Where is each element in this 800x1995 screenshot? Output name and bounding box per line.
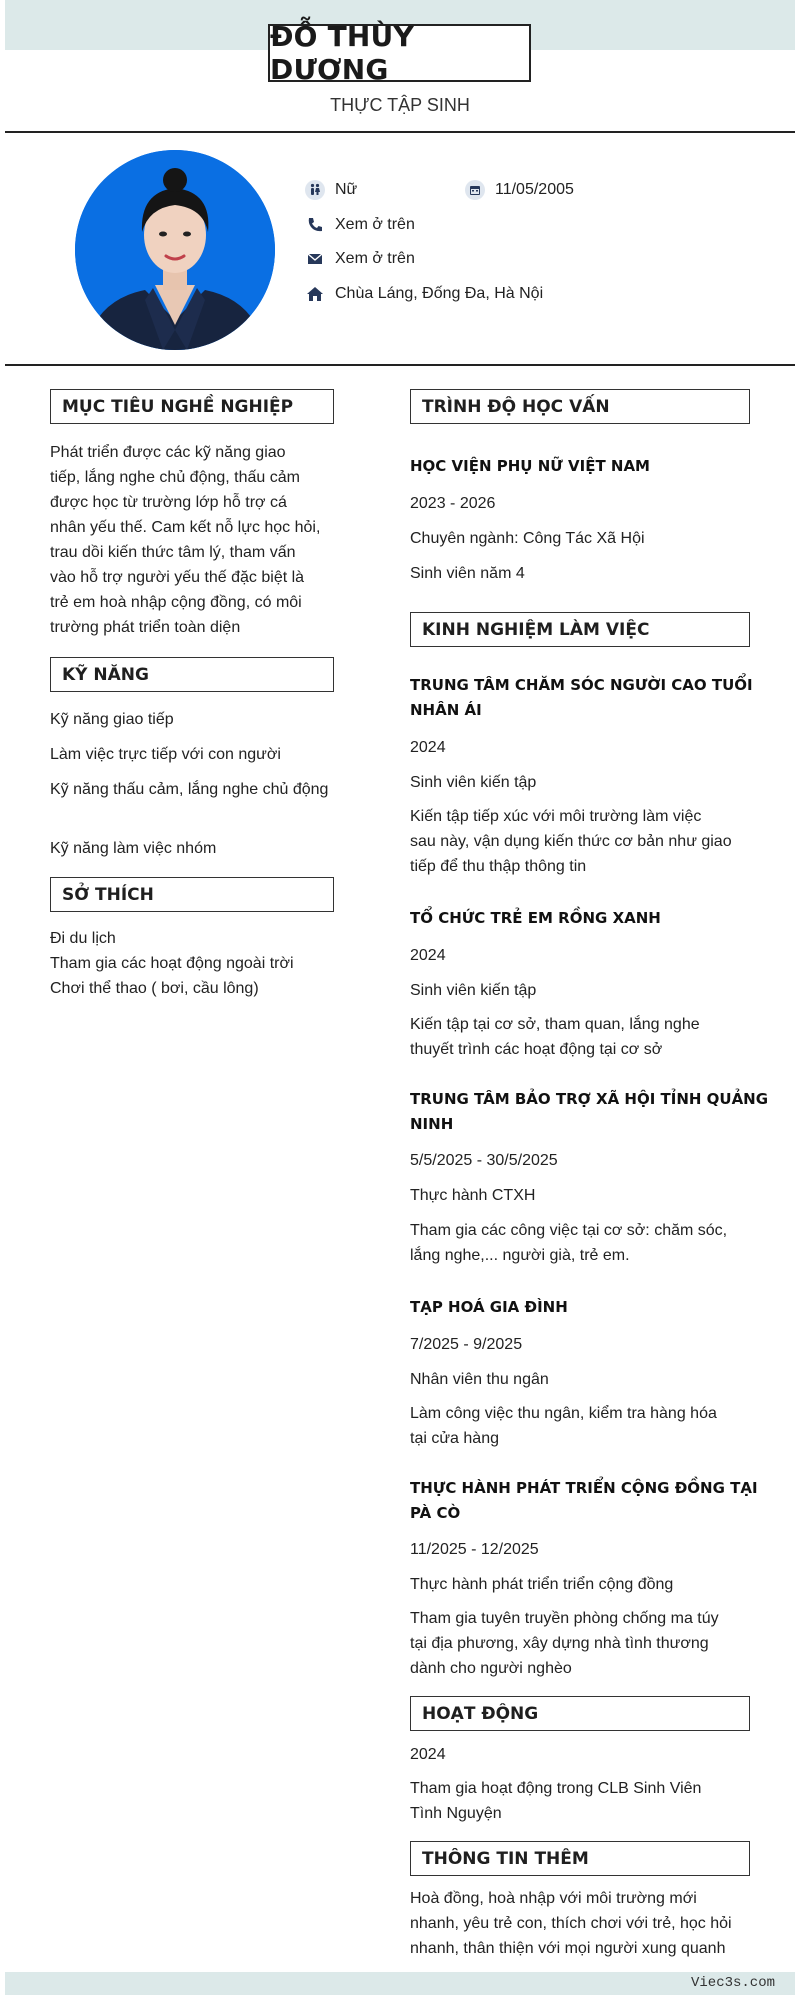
objective-heading: MỤC TIÊU NGHỀ NGHIỆP: [50, 389, 334, 424]
objective-line: được học từ trường lớp hỗ trợ cá: [50, 494, 287, 511]
address-row: [305, 284, 543, 304]
experience-desc: Kiến tập tại cơ sở, tham quan, lắng nghe thuyết trình các hoạt động tại cơ sở: [410, 1016, 700, 1058]
skill-item: Làm việc trực tiếp với con người: [50, 746, 281, 763]
experience-date: 2024: [410, 739, 446, 756]
experience-org: THỰC HÀNH PHÁT TRIỂN CỘNG ĐỒNG TẠI PÀ CÒ: [410, 1479, 758, 1522]
experience-org: TRUNG TÂM CHĂM SÓC NGƯỜI CAO TUỔI NHÂN ÁI: [410, 676, 753, 719]
gender-icon: [305, 180, 325, 200]
experience-role: Nhân viên thu ngân: [410, 1371, 549, 1388]
email-icon: [305, 249, 325, 269]
home-icon: [305, 284, 325, 304]
skill-item: Kỹ năng thấu cảm, lắng nghe chủ động: [50, 781, 329, 798]
phone-row: [305, 215, 415, 235]
experience-date: 11/2025 - 12/2025: [410, 1541, 539, 1558]
phone-icon: [305, 215, 325, 235]
header-divider: [5, 131, 795, 133]
extra-desc: Hoà đồng, hoà nhập với môi trường mới nhanh, yêu trẻ con, thích chơi với trẻ, học hỏi nhanh, thân thiện với mọi người xung quanh: [410, 1890, 732, 1957]
hobby-item: Chơi thể thao ( bơi, cầu lông): [50, 980, 259, 997]
experience-date: 5/5/2025 - 30/5/2025: [410, 1152, 558, 1169]
watermark: Viec3s.com: [690, 1975, 775, 1991]
experience-org: TẠP HOÁ GIA ĐÌNH: [410, 1298, 568, 1316]
info-divider: [5, 364, 795, 366]
calendar-icon: [465, 180, 485, 200]
experience-date: 2024: [410, 947, 446, 964]
activities-year: 2024: [410, 1746, 446, 1763]
hobby-list: [50, 926, 334, 1001]
hobby-item: Đi du lịch: [50, 930, 116, 947]
candidate-name: ĐỖ THÙY DƯƠNG: [270, 20, 414, 86]
job-title: THỰC TẬP SINH: [330, 95, 470, 115]
education-status: Sinh viên năm 4: [410, 565, 525, 582]
skill-item: Kỹ năng giao tiếp: [50, 711, 174, 728]
address-value: Chùa Láng, Đống Đa, Hà Nội: [335, 285, 544, 302]
phone-value: Xem ở trên: [335, 216, 415, 233]
education-heading: TRÌNH ĐỘ HỌC VẤN: [410, 389, 750, 424]
objective-line: Phát triển được các kỹ năng giao: [50, 444, 286, 461]
experience-org: TỔ CHỨC TRẺ EM RỒNG XANH: [410, 909, 661, 927]
experience-role: Sinh viên kiến tập: [410, 774, 537, 791]
experience-role: Sinh viên kiến tập: [410, 982, 537, 999]
experience-role: Thực hành phát triển triển cộng đồng: [410, 1576, 674, 1593]
experience-org: TRUNG TÂM BẢO TRỢ XÃ HỘI TỈNH QUẢNG NINH: [410, 1090, 769, 1133]
experience-role: Thực hành CTXH: [410, 1187, 536, 1204]
objective-line: vào hỗ trợ người yếu thế đặc biệt là: [50, 569, 305, 586]
education-years: 2023 - 2026: [410, 495, 496, 512]
email-value: Xem ở trên: [335, 250, 415, 267]
skills-heading: KỸ NĂNG: [50, 657, 334, 692]
bottom-band: [5, 1972, 795, 1995]
activities-desc: Tham gia hoạt động trong CLB Sinh Viên Tình Nguyện: [410, 1780, 702, 1822]
dob-value: 11/05/2005: [495, 181, 574, 198]
skill-item: Kỹ năng làm việc nhóm: [50, 840, 217, 857]
objective-text: [50, 440, 334, 640]
objective-line: tiếp, lắng nghe chủ động, thấu cảm: [50, 469, 300, 486]
school-name: HỌC VIỆN PHỤ NỮ VIỆT NAM: [410, 457, 650, 475]
education-major: Chuyên ngành: Công Tác Xã Hội: [410, 530, 645, 547]
hobby-item: Tham gia các hoạt động ngoài trời: [50, 955, 294, 972]
hobbies-heading: SỞ THÍCH: [50, 877, 334, 912]
extra-heading: THÔNG TIN THÊM: [410, 1841, 750, 1876]
gender-value: Nữ: [335, 181, 358, 198]
profile-photo: [75, 150, 275, 350]
experience-heading: KINH NGHIỆM LÀM VIỆC: [410, 612, 750, 647]
objective-line: trẻ em hoà nhập cộng đồng, có môi: [50, 594, 302, 611]
experience-desc: Làm công việc thu ngân, kiểm tra hàng hóa tại cửa hàng: [410, 1405, 717, 1447]
objective-line: trường phát triển toàn diện: [50, 619, 241, 636]
gender-row: [305, 180, 357, 200]
experience-desc: Kiến tập tiếp xúc với môi trường làm việc sau này, vận dụng kiến thức cơ bản như giao tiếp để thu thập thông tin: [410, 808, 732, 875]
experience-date: 7/2025 - 9/2025: [410, 1336, 523, 1353]
email-row: [305, 249, 415, 269]
experience-desc: Tham gia các công việc tại cơ sở: chăm sóc, lắng nghe,... người già, trẻ em.: [410, 1222, 728, 1264]
name-box: [268, 20, 531, 86]
objective-line: trau dồi kiến thức tâm lý, tham vấn: [50, 544, 296, 561]
experience-desc: Tham gia tuyên truyền phòng chống ma túy tại địa phương, xây dựng nhà tình thương dành cho người nghèo: [410, 1610, 719, 1677]
dob-row: [465, 180, 574, 200]
activities-heading: HOẠT ĐỘNG: [410, 1696, 750, 1731]
objective-line: nhân yếu thế. Cam kết nỗ lực học hỏi,: [50, 519, 321, 536]
